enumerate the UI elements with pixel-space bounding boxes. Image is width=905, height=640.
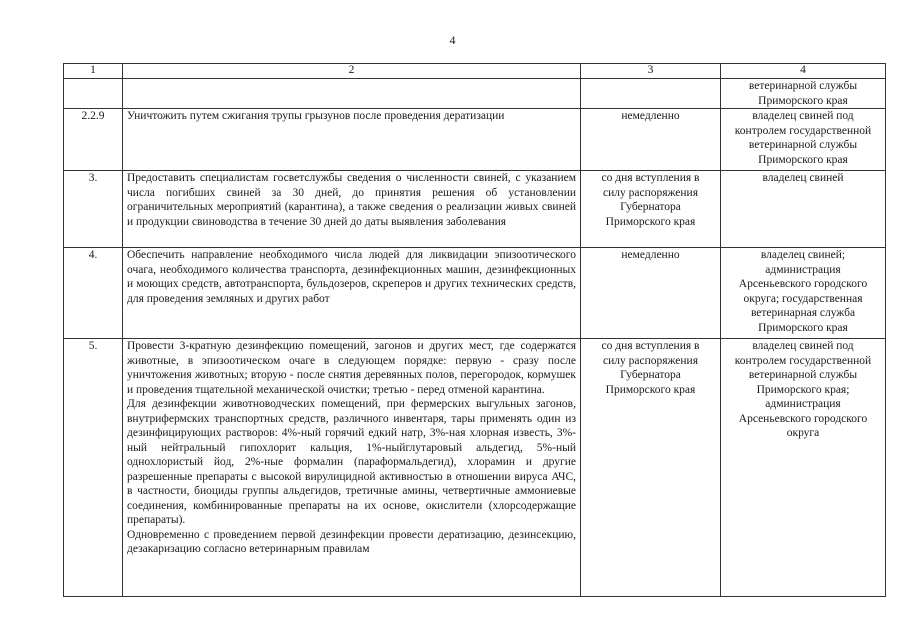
page-number: 4 bbox=[449, 33, 456, 47]
table-row bbox=[64, 109, 886, 171]
header-col-1: 1 bbox=[64, 64, 123, 79]
row-responsible: владелец свиней под контролем государственной ветеринарной службы Приморского края bbox=[721, 109, 886, 171]
table-row bbox=[64, 79, 886, 109]
row-responsible: владелец свиней под контролем государственной ветеринарной службы Приморского края; администрация Арсеньевского городского округа bbox=[721, 339, 886, 597]
row-action: Уничтожить путем сжигания трупы грызунов после проведения дератизации bbox=[123, 109, 581, 171]
row-responsible: владелец свиней; администрация Арсеньевского городского округа; государственная ветеринарная служба Приморского края bbox=[721, 248, 886, 339]
row-term: со дня вступления в силу распоряжения Губернатора Приморского края bbox=[581, 171, 721, 248]
row-action bbox=[123, 79, 581, 109]
header-col-4: 4 bbox=[721, 64, 886, 79]
row-responsible: ветеринарной службы Приморского края bbox=[721, 79, 886, 109]
table-row bbox=[64, 171, 886, 248]
row-number: 4. bbox=[64, 248, 123, 339]
row-action: Обеспечить направление необходимого числа людей для ликвидации эпизоотического очага, необходимого количества транспорта, дезинфекционных машин, дезинфекционных и моющих средств, автотранспорта, бульдозеров, скреперов и других технических средств, для проведения земляных и других работ bbox=[123, 248, 581, 339]
table-row bbox=[64, 339, 886, 597]
header-col-2: 2 bbox=[123, 64, 581, 79]
table-row bbox=[64, 248, 886, 339]
row-number: 3. bbox=[64, 171, 123, 248]
row-number: 5. bbox=[64, 339, 123, 597]
header-col-3: 3 bbox=[581, 64, 721, 79]
row-action: Предоставить специалистам госветслужбы сведения о численности свиней, с указанием числа погибших свиней за 30 дней, до принятия решения об установлении ограничительных мероприятий (карантина), а также сведения о реализации живых свиней и продукции свиноводства в течение 30 дней до даты выявления заболевания bbox=[123, 171, 581, 248]
row-term: со дня вступления в силу распоряжения Губернатора Приморского края bbox=[581, 339, 721, 597]
row-number bbox=[64, 79, 123, 109]
row-responsible: владелец свиней bbox=[721, 171, 886, 248]
row-term: немедленно bbox=[581, 109, 721, 171]
row-term bbox=[581, 79, 721, 109]
row-action-text: Провести 3-кратную дезинфекцию помещений, загонов и других мест, где содержатся животные, в эпизоотическом очаге в следующем порядке: первую - сразу после уничтожения животных; вторую - после снятия деревянных полов, перегородок, кормушек и проведения тщательной механической очистки; третью - перед отменой карантина. Для дезинфекции животноводческих помещений, при фермерских выгульных загонов, внутрифермских транспортных средств, различного инвентаря, тары применять один из дезинфицирующих растворов: 4%-ный горячий едкий натр, 3%-ная хлорная известь, 3%-ный нейтральный гипохлорит кальция, 1%-ныйглутаровый альдегид, 5%-ный однохлористый йод, 2%-ные формалин (параформальдегид), хлорамин и другие разрешенные препараты с высокой вирулицидной активностью в отношении вируса АЧС, в частности, биоциды группы альдегидов, третичные амины, четвертичные аммониевые соединения, комбинированные препараты на их основе, окислители (хлорсодержащие препараты). Одновременно с проведением первой дезинфекции провести дератизацию, дезинсекцию, дезакаризацию согласно ветеринарным правилам bbox=[127, 340, 576, 555]
measures-table bbox=[63, 63, 886, 597]
row-term: немедленно bbox=[581, 248, 721, 339]
row-number: 2.2.9 bbox=[64, 109, 123, 171]
row-action bbox=[123, 339, 581, 597]
table-header-row bbox=[64, 64, 886, 79]
